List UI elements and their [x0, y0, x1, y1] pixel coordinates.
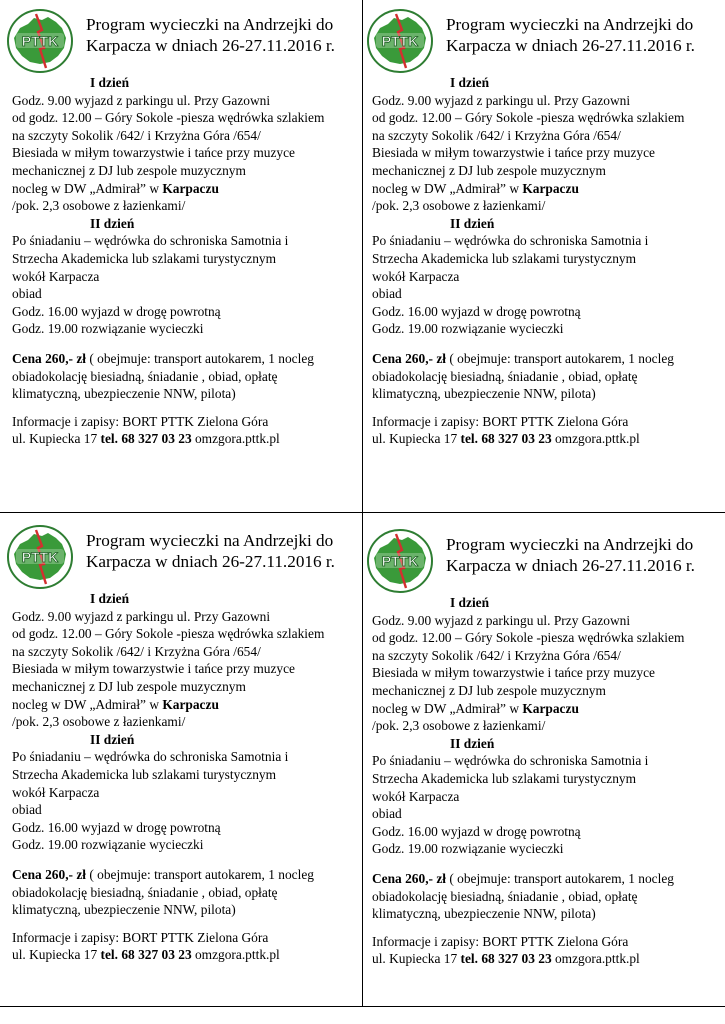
day1-line: od godz. 12.00 – Góry Sokole -piesza wędrówka szlakiem — [12, 626, 325, 642]
day1-line: na szczyty Sokolik /642/ i Krzyżna Góra /654/ — [12, 127, 261, 143]
day2-line: Godz. 19.00 rozwiązanie wycieczki — [12, 837, 204, 853]
day1-heading: I dzień — [450, 595, 490, 610]
day2-line: Strzecha Akademicka lub szlakami turystycznym — [372, 770, 637, 786]
day1-line: na szczyty Sokolik /642/ i Krzyżna Góra /654/ — [372, 647, 621, 663]
contact-line: ul. Kupiecka 17 tel. 68 327 03 23 omzgora.pttk.pl — [12, 431, 280, 447]
day2-line: Strzecha Akademicka lub szlakami turystycznym — [12, 250, 277, 266]
day2-line: obiad — [12, 802, 42, 818]
day2-line: Strzecha Akademicka lub szlakami turystycznym — [372, 250, 637, 266]
day2-line: Godz. 19.00 rozwiązanie wycieczki — [372, 321, 564, 337]
day2-line: Godz. 16.00 wyjazd w drogę powrotną — [372, 823, 581, 839]
day2-heading: II dzień — [450, 735, 495, 751]
info-line: Informacje i zapisy: BORT PTTK Zielona Góra — [12, 413, 269, 429]
price-line: obiadokolację biesiadną, śniadanie , obiad, opłatę — [12, 884, 278, 900]
flyer — [0, 516, 355, 1016]
day1-line: nocleg w DW „Admirał” w Karpaczu — [372, 700, 579, 716]
price-line: obiadokolację biesiadną, śniadanie , obiad, opłatę — [372, 368, 638, 384]
day2-line: wokół Karpacza — [12, 268, 100, 284]
flyer-title: Program wycieczki na Andrzejki do Karpacza w dniach 26-27.11.2016 r. — [86, 531, 335, 571]
day2-line: Strzecha Akademicka lub szlakami turystycznym — [12, 766, 277, 782]
website: omzgora.pttk.pl — [551, 951, 640, 967]
day2-line: Godz. 16.00 wyjazd w drogę powrotną — [372, 303, 581, 319]
flyer — [0, 0, 355, 500]
price-line: Cena 260,- zł ( obejmuje: transport autokarem, 1 nocleg — [12, 350, 314, 366]
day1-line: nocleg w DW „Admirał” w Karpaczu — [372, 180, 579, 196]
day1-line: od godz. 12.00 – Góry Sokole -piesza wędrówka szlakiem — [12, 110, 325, 126]
day2-line: Godz. 19.00 rozwiązanie wycieczki — [372, 841, 564, 857]
price-line: klimatyczną, ubezpieczenie NNW, pilota) — [12, 902, 236, 918]
day1-line: /pok. 2,3 osobowe z łazienkami/ — [12, 198, 186, 214]
day2-line: wokół Karpacza — [12, 784, 100, 800]
day2-line: Godz. 19.00 rozwiązanie wycieczki — [12, 321, 204, 337]
day1-line: Biesiada w miłym towarzystwie i tańce przy muzyce — [372, 145, 655, 161]
price-line: Cena 260,- zł ( obejmuje: transport autokarem, 1 nocleg — [372, 350, 674, 366]
day1-line: mechanicznej z DJ lub zespole muzycznym — [12, 162, 246, 178]
logo-text: PTTK — [381, 553, 419, 569]
logo-text: PTTK — [21, 549, 59, 565]
price-line: Cena 260,- zł ( obejmuje: transport autokarem, 1 nocleg — [372, 870, 674, 886]
website: omzgora.pttk.pl — [191, 431, 280, 447]
day2-line: obiad — [12, 286, 42, 302]
day1-line: na szczyty Sokolik /642/ i Krzyżna Góra /654/ — [372, 127, 621, 143]
day1-line: /pok. 2,3 osobowe z łazienkami/ — [372, 198, 546, 214]
pttk-logo-icon — [366, 8, 434, 74]
day1-line: Godz. 9.00 wyjazd z parkingu ul. Przy Gazowni — [372, 612, 631, 628]
day2-line: Po śniadaniu – wędrówka do schroniska Samotnia i — [372, 753, 649, 769]
day1-line: mechanicznej z DJ lub zespole muzycznym — [372, 162, 606, 178]
day2-line: obiad — [372, 806, 402, 822]
contact-line: ul. Kupiecka 17 tel. 68 327 03 23 omzgora.pttk.pl — [12, 947, 280, 963]
day1-heading: I dzień — [450, 75, 490, 90]
day2-line: Godz. 16.00 wyjazd w drogę powrotną — [12, 303, 221, 319]
day2-line: obiad — [372, 286, 402, 302]
price-line: klimatyczną, ubezpieczenie NNW, pilota) — [12, 386, 236, 402]
phone-number: tel. 68 327 03 23 — [460, 431, 552, 447]
contact-line: ul. Kupiecka 17 tel. 68 327 03 23 omzgora.pttk.pl — [372, 951, 640, 967]
day2-line: wokół Karpacza — [372, 788, 460, 804]
day1-line: nocleg w DW „Admirał” w Karpaczu — [12, 696, 219, 712]
website: omzgora.pttk.pl — [191, 947, 280, 963]
flyer-body — [12, 590, 357, 964]
day2-line: Po śniadaniu – wędrówka do schroniska Samotnia i — [12, 233, 289, 249]
flyer-body — [372, 74, 717, 448]
flyer-title: Program wycieczki na Andrzejki do Karpacza w dniach 26-27.11.2016 r. — [446, 15, 695, 55]
logo-text: PTTK — [21, 33, 59, 49]
flyer-body — [372, 594, 717, 968]
pttk-logo-icon — [6, 8, 74, 74]
price-line: Cena 260,- zł ( obejmuje: transport autokarem, 1 nocleg — [12, 866, 314, 882]
day2-heading: II dzień — [450, 215, 495, 231]
phone-number: tel. 68 327 03 23 — [100, 431, 192, 447]
day1-line: mechanicznej z DJ lub zespole muzycznym — [372, 682, 606, 698]
day2-line: Po śniadaniu – wędrówka do schroniska Samotnia i — [372, 233, 649, 249]
pttk-logo-icon — [6, 524, 74, 590]
price-line: klimatyczną, ubezpieczenie NNW, pilota) — [372, 906, 596, 922]
day1-line: Godz. 9.00 wyjazd z parkingu ul. Przy Gazowni — [12, 92, 271, 108]
price-line: obiadokolację biesiadną, śniadanie , obiad, opłatę — [12, 368, 278, 384]
price-line: obiadokolację biesiadną, śniadanie , obiad, opłatę — [372, 888, 638, 904]
flyer-title: Program wycieczki na Andrzejki do Karpacza w dniach 26-27.11.2016 r. — [446, 535, 695, 575]
day2-heading: II dzień — [90, 731, 135, 747]
day2-line: Po śniadaniu – wędrówka do schroniska Samotnia i — [12, 749, 289, 765]
day1-line: Godz. 9.00 wyjazd z parkingu ul. Przy Gazowni — [12, 608, 271, 624]
phone-number: tel. 68 327 03 23 — [460, 951, 552, 967]
flyer-body — [12, 74, 357, 448]
day1-line: od godz. 12.00 – Góry Sokole -piesza wędrówka szlakiem — [372, 110, 685, 126]
flyer — [360, 520, 715, 1020]
pttk-logo-icon — [366, 528, 434, 594]
info-line: Informacje i zapisy: BORT PTTK Zielona Góra — [12, 929, 269, 945]
day2-line: wokół Karpacza — [372, 268, 460, 284]
day1-line: od godz. 12.00 – Góry Sokole -piesza wędrówka szlakiem — [372, 630, 685, 646]
day1-line: Biesiada w miłym towarzystwie i tańce przy muzyce — [372, 665, 655, 681]
day1-heading: I dzień — [90, 75, 130, 90]
horizontal-divider — [0, 512, 725, 513]
logo-text: PTTK — [381, 33, 419, 49]
day1-line: /pok. 2,3 osobowe z łazienkami/ — [372, 718, 546, 734]
website: omzgora.pttk.pl — [551, 431, 640, 447]
day1-line: Biesiada w miłym towarzystwie i tańce przy muzyce — [12, 661, 295, 677]
day2-heading: II dzień — [90, 215, 135, 231]
day1-heading: I dzień — [90, 591, 130, 606]
contact-line: ul. Kupiecka 17 tel. 68 327 03 23 omzgora.pttk.pl — [372, 431, 640, 447]
flyer — [360, 0, 715, 500]
price-line: klimatyczną, ubezpieczenie NNW, pilota) — [372, 386, 596, 402]
flyer-title: Program wycieczki na Andrzejki do Karpacza w dniach 26-27.11.2016 r. — [86, 15, 335, 55]
day1-line: Godz. 9.00 wyjazd z parkingu ul. Przy Gazowni — [372, 92, 631, 108]
day1-line: na szczyty Sokolik /642/ i Krzyżna Góra /654/ — [12, 643, 261, 659]
day1-line: nocleg w DW „Admirał” w Karpaczu — [12, 180, 219, 196]
info-line: Informacje i zapisy: BORT PTTK Zielona Góra — [372, 413, 629, 429]
info-line: Informacje i zapisy: BORT PTTK Zielona Góra — [372, 933, 629, 949]
day1-line: /pok. 2,3 osobowe z łazienkami/ — [12, 714, 186, 730]
day1-line: mechanicznej z DJ lub zespole muzycznym — [12, 678, 246, 694]
day2-line: Godz. 16.00 wyjazd w drogę powrotną — [12, 819, 221, 835]
day1-line: Biesiada w miłym towarzystwie i tańce przy muzyce — [12, 145, 295, 161]
phone-number: tel. 68 327 03 23 — [100, 947, 192, 963]
